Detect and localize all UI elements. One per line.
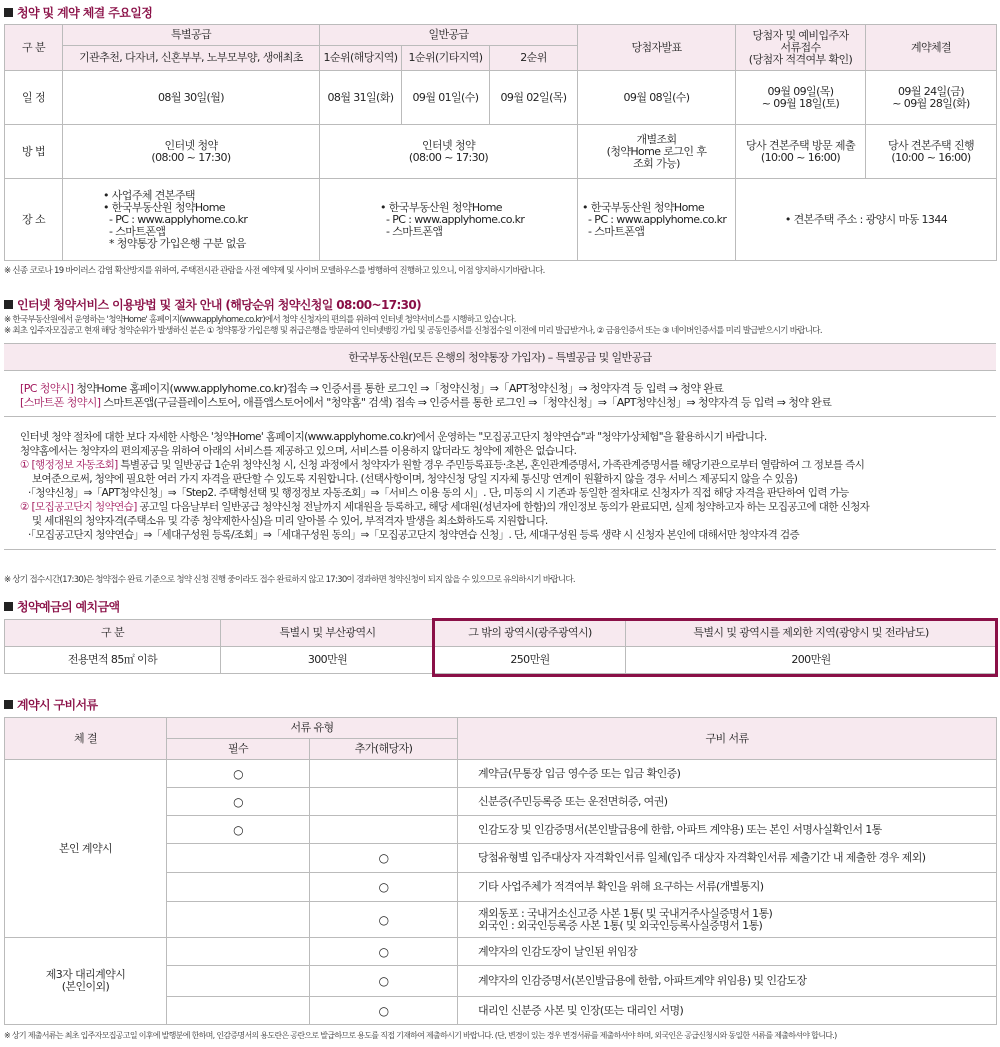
date-line: 09월 24일(금)	[898, 84, 964, 98]
group-proxy-line: (본인이외)	[61, 980, 110, 993]
header-winner: 당첨자발표	[578, 25, 736, 71]
info-paragraph: 인터넷 청약 절차에 대한 보다 자세한 사항은 '청약Home' 홈페이지(www.applyhome.co.kr)에서 운영하는 "모집공고단지 청약연습"과 "청약가상체험"을 활용하시기 바랍니다.	[20, 431, 767, 443]
mark-additional: ○	[310, 902, 458, 938]
item-tag: ② [모집공고단지 청약연습]	[20, 501, 137, 513]
mark-additional: ○	[310, 966, 458, 997]
doc-item: 기타 사업주체가 적격여부 확인을 위해 요구하는 서류(개별통지)	[458, 873, 997, 902]
header-g3: 2순위	[490, 46, 578, 71]
place-line: - PC : www.applyhome.co.kr	[386, 212, 525, 226]
mark-empty	[310, 816, 458, 844]
mark-additional: ○	[310, 938, 458, 966]
row-label-place: 장 소	[5, 179, 63, 261]
method-line: (08:00 ~ 17:30)	[408, 150, 489, 164]
note-first: ※ 최초 입주자모집공고 현재 해당 청약순위가 발생하신 분은 ① 청약통장 가입은행 및 취급은행을 방문하여 인터넷뱅킹 가입 및 공동인증서를 신청접수일 이전에 미리 발급받거나, ② 금융인증서 또는 ③ 네이버인증서를 미리 발급받으시기 바랍니다.	[4, 326, 822, 336]
item-text: 보여준으로써, 청약에 필요한 여러 가지 자격을 판단할 수 있도록 지원합니다. (선택사항이며, 청약신청 당일 지자체 통신망 연계이 원활하지 않을 경우 서비스 제공되지 않을 수 있음)	[32, 473, 798, 485]
date-g1: 08월 31일(화)	[320, 71, 402, 125]
header-docs	[736, 25, 866, 71]
method-special	[63, 125, 320, 179]
divider	[4, 549, 996, 550]
deposit-header-gubun: 구 분	[5, 620, 221, 647]
section-title-contract-docs	[4, 696, 98, 713]
group-self: 본인 계약시	[5, 760, 167, 938]
method-line: (08:00 ~ 17:30)	[151, 150, 231, 164]
place-line: - 스마트폰앱	[386, 224, 443, 238]
mark-additional: ○	[310, 844, 458, 873]
place-line: - PC : www.applyhome.co.kr	[109, 212, 248, 226]
header-special-sub: 기관추천, 다자녀, 신혼부부, 노부모부양, 생애최초	[63, 46, 320, 71]
item-text: 공고일 다음날부터 일반공급 청약신청 전날까지 세대원을 등록하고, 해당 세대원(성년자에 한함)의 개인정보 동의가 완료되면, 실제 청약하고자 하는 모집공고에 대한 신청자	[136, 501, 870, 513]
method-line: 인터넷 청약	[421, 138, 476, 152]
doc-item: 계약금(무통장 입금 영수증 또는 입금 확인증)	[458, 760, 997, 788]
doc-item: 계약자의 인감증명서(본인발급용에 한함, 아파트계약 위임용) 및 인감도장	[458, 966, 997, 997]
row-label-method: 방 법	[5, 125, 63, 179]
method-line: 개별조회	[636, 132, 677, 146]
mark-required: ○	[167, 760, 310, 788]
group-proxy-line: 제3자 대리계약시	[45, 968, 126, 981]
deposit-other: 200만원	[626, 647, 997, 674]
date-g2: 09월 01일(수)	[402, 71, 490, 125]
docs-header-list: 구비 서류	[458, 718, 997, 760]
mark-additional: ○	[310, 997, 458, 1025]
item-practice	[20, 501, 869, 514]
method-line: (10:00 ~ 16:00)	[891, 150, 971, 164]
note-covid: ※ 신종 코로나 19 바이러스 감염 확산방지를 위하여, 주택전시관 관람을 사전 예약제 및 사이버 모델하우스를 병행하여 진행하고 있으니, 이점 양지하시기바랍니다.	[4, 266, 545, 276]
item-admin-auto	[20, 459, 864, 472]
header-gubun: 구 분	[5, 25, 63, 71]
bullet-square-icon	[4, 602, 13, 611]
header-docs-line: (당첨자 적격여부 확인)	[748, 52, 853, 66]
deposit-header-seoul-busan: 특별시 및 부산광역시	[221, 620, 435, 647]
deposit-seoul-busan: 300만원	[221, 647, 435, 674]
place-winner	[578, 179, 736, 261]
method-line: (청약Home 로그인 후	[606, 144, 707, 158]
place-special	[63, 179, 320, 261]
mark-required: ○	[167, 816, 310, 844]
doc-item-line: 외국인 : 외국인등록증 사본 1통( 및 외국인등록사실증명서 1통)	[478, 918, 763, 932]
method-line: (10:00 ~ 16:00)	[760, 150, 841, 164]
mark-empty	[167, 966, 310, 997]
doc-item	[458, 902, 997, 938]
date-g3: 09월 02일(목)	[490, 71, 578, 125]
place-docs: • 견본주택 주소 : 광양시 마동 1344	[736, 179, 997, 261]
date-docs	[736, 71, 866, 125]
section-title-text: 청약예금의 예치금액	[17, 600, 120, 614]
method-general	[320, 125, 578, 179]
info-paragraph: 청약홈에서는 청약자의 편의제공을 위하여 아래의 서비스를 제공하고 있으며, 서비스를 이용하지 않더라도 청약에 제한은 없습니다.	[20, 445, 577, 457]
bullet-square-icon	[4, 8, 13, 17]
pc-tag: [PC 청약시]	[20, 382, 74, 395]
group-proxy	[5, 938, 167, 1025]
date-contract	[866, 71, 997, 125]
pc-line	[20, 382, 723, 395]
place-general	[320, 179, 578, 261]
date-line: ~ 09월 18일(토)	[761, 96, 840, 110]
header-contract: 계약체결	[866, 25, 997, 71]
date-line: ~ 09월 28일(화)	[892, 96, 970, 110]
method-line: 인터넷 청약	[164, 138, 218, 152]
bullet-square-icon	[4, 700, 13, 709]
header-special: 특별공급	[63, 25, 320, 46]
date-winner: 09월 08일(수)	[578, 71, 736, 125]
place-line: • 한국부동산원 청약Home	[582, 200, 704, 214]
place-line: - 스마트폰앱	[588, 224, 645, 238]
doc-item: 계약자의 인감도장이 날인된 위임장	[458, 938, 997, 966]
mark-empty	[167, 902, 310, 938]
place-line: • 한국부동산원 청약Home	[380, 200, 502, 214]
section-title-schedule	[4, 4, 152, 21]
method-line: 당사 견본주택 방문 제출	[746, 138, 855, 152]
deposit-header-other: 특별시 및 광역시를 제외한 지역(광양시 및 전라남도)	[626, 620, 997, 647]
mark-additional: ○	[310, 873, 458, 902]
mark-required: ○	[167, 788, 310, 816]
note-time: ※ 상기 접수시간(17:30)은 청약접수 완료 기준으로 청약 신청 진행 중이라도 접수 완료하지 않고 17:30이 경과하면 청약신청이 되지 않을 수 있으므로 유의하시기 바랍니다.	[4, 575, 575, 585]
header-g1: 1순위(해당지역)	[320, 46, 402, 71]
header-general: 일반공급	[320, 25, 578, 46]
method-winner	[578, 125, 736, 179]
bullet-square-icon	[4, 300, 13, 309]
method-line: 조회 가능)	[633, 156, 680, 170]
mark-empty	[310, 760, 458, 788]
place-line: • 한국부동산원 청약Home	[103, 200, 225, 214]
section-title-text: 청약 및 계약 체결 주요일정	[17, 6, 153, 20]
deposit-header-metro: 그 밖의 광역시(광주광역시)	[435, 620, 626, 647]
item-tag: ① [행정정보 자동조회]	[20, 459, 118, 471]
mobile-tag: [스마트폰 청약시]	[20, 396, 101, 409]
section-title-internet	[4, 296, 421, 313]
mobile-line	[20, 396, 831, 409]
item-text: ·「청약신청」⇒「APT청약신청」⇒「Step2. 주택형선택 및 행정정보 자동조회」⇒「서비스 이용 동의 시」. 단, 미동의 시 기존과 동일한 절차대로 신청자가 직접 해당 자격을 판단하여 입력 가능	[28, 487, 849, 499]
section-title-deposit	[4, 598, 120, 615]
doc-item: 인감도장 및 인감증명서(본인발급용에 한함, 아파트 계약용) 또는 본인 서명사실확인서 1통	[458, 816, 997, 844]
date-special: 08월 30일(월)	[63, 71, 320, 125]
schedule-table	[4, 24, 997, 261]
deposit-area: 전용면적 85㎡ 이하	[5, 647, 221, 674]
mark-empty	[167, 873, 310, 902]
item-text: ·「모집공고단지 청약연습」⇒「세대구성원 등록/조회」⇒「세대구성원 동의」⇒「모집공고단지 청약연습 신청」. 단, 세대구성원 등록 생략 시 신청자 본인에 대해서만 청약자격 검증	[28, 529, 800, 541]
header-g2: 1순위(기타지역)	[402, 46, 490, 71]
pc-text: 청약Home 홈페이지(www.applyhome.co.kr)접속 ⇒ 인증서를 통한 로그인 ⇒「청약신청」⇒「APT청약신청」⇒ 청약자격 등 입력 ⇒ 청약 완료	[73, 382, 724, 395]
mark-empty	[167, 997, 310, 1025]
date-line: 09월 09일(목)	[767, 84, 834, 98]
deposit-table	[4, 619, 997, 674]
row-label-date: 일 정	[5, 71, 63, 125]
place-line: - PC : www.applyhome.co.kr	[588, 212, 727, 226]
deposit-metro: 250만원	[435, 647, 626, 674]
mark-empty	[310, 788, 458, 816]
place-line: • 사업주체 견본주택	[103, 188, 195, 202]
header-docs-line: 서류접수	[780, 40, 821, 54]
note-applyhome: ※ 한국부동산원에서 운영하는 '청약Home' 홈페이지(www.applyhome.co.kr)에서 청약 신청자의 편의를 위하여 인터넷 청약서비스를 시행하고 있습니다.	[4, 315, 516, 325]
mark-empty	[167, 844, 310, 873]
internet-header: 한국부동산원(모든 은행의 청약통장 가입자) – 특별공급 및 일반공급	[4, 343, 996, 371]
docs-header-type: 체 결	[5, 718, 167, 760]
section-title-text: 계약시 구비서류	[17, 698, 98, 712]
docs-header-doctype: 서류 유형	[167, 718, 458, 739]
contract-docs-table	[4, 717, 997, 1025]
header-docs-line: 당첨자 및 예비입주자	[752, 28, 849, 42]
method-docs	[736, 125, 866, 179]
method-line: 당사 견본주택 진행	[888, 138, 975, 152]
note-docs: ※ 상기 제출서류는 최초 입주자모집공고일 이후에 발행분에 한하며, 인감증명서의 용도란은 공란으로 발급하므로 용도를 직접 기재하여 제출하시기 바랍니다. (단, 변경이 있는 경우 변경서류를 제출하셔야 하며, 외국인은 공급신청시와 동일한 서류를 제출하셔야 합니다.)	[4, 1031, 837, 1040]
item-text: 및 세대원의 청약자격(주택소유 및 각종 청약제한사실)을 미리 알아볼 수 있어, 부적격자 발생을 최소화하도록 지원합니다.	[32, 515, 548, 527]
place-line: - 스마트폰앱	[109, 224, 166, 238]
place-line: * 청약통장 가입은행 구분 없음	[109, 236, 246, 250]
doc-item: 신분증(주민등록증 또는 운전면허증, 여권)	[458, 788, 997, 816]
mobile-text: 스마트폰앱(구글플레이스토어, 애플앱스토어에서 "청약홈" 검색) 접속 ⇒ 인증서를 통한 로그인 ⇒「청약신청」⇒「APT청약신청」⇒ 청약자격 등 입력 ⇒ 청약 완료	[100, 396, 832, 409]
method-contract	[866, 125, 997, 179]
docs-header-additional: 추가(해당자)	[310, 739, 458, 760]
doc-item: 대리인 신분증 사본 및 인장(또는 대리인 서명)	[458, 997, 997, 1025]
section-title-text: 인터넷 청약서비스 이용방법 및 절차 안내 (해당순위 청약신청일 08:00~17:30)	[17, 298, 422, 312]
doc-item: 당첨유형별 입주대상자 자격확인서류 일체(입주 대상자 자격확인서류 제출기간 내 제출한 경우 제외)	[458, 844, 997, 873]
mark-empty	[167, 938, 310, 966]
docs-header-required: 필수	[167, 739, 310, 760]
doc-item-line: 재외동포 : 국내거소신고증 사본 1통( 및 국내거주사실증명서 1통)	[478, 906, 773, 920]
item-text: 특별공급 및 일반공급 1순위 청약신청 시, 신청 과정에서 청약자가 원할 경우 주민등록표등·초본, 혼인관계증명서, 가족관계증명서를 해당기관으로부터 열람하여 그 정보를 즉시	[117, 459, 865, 471]
